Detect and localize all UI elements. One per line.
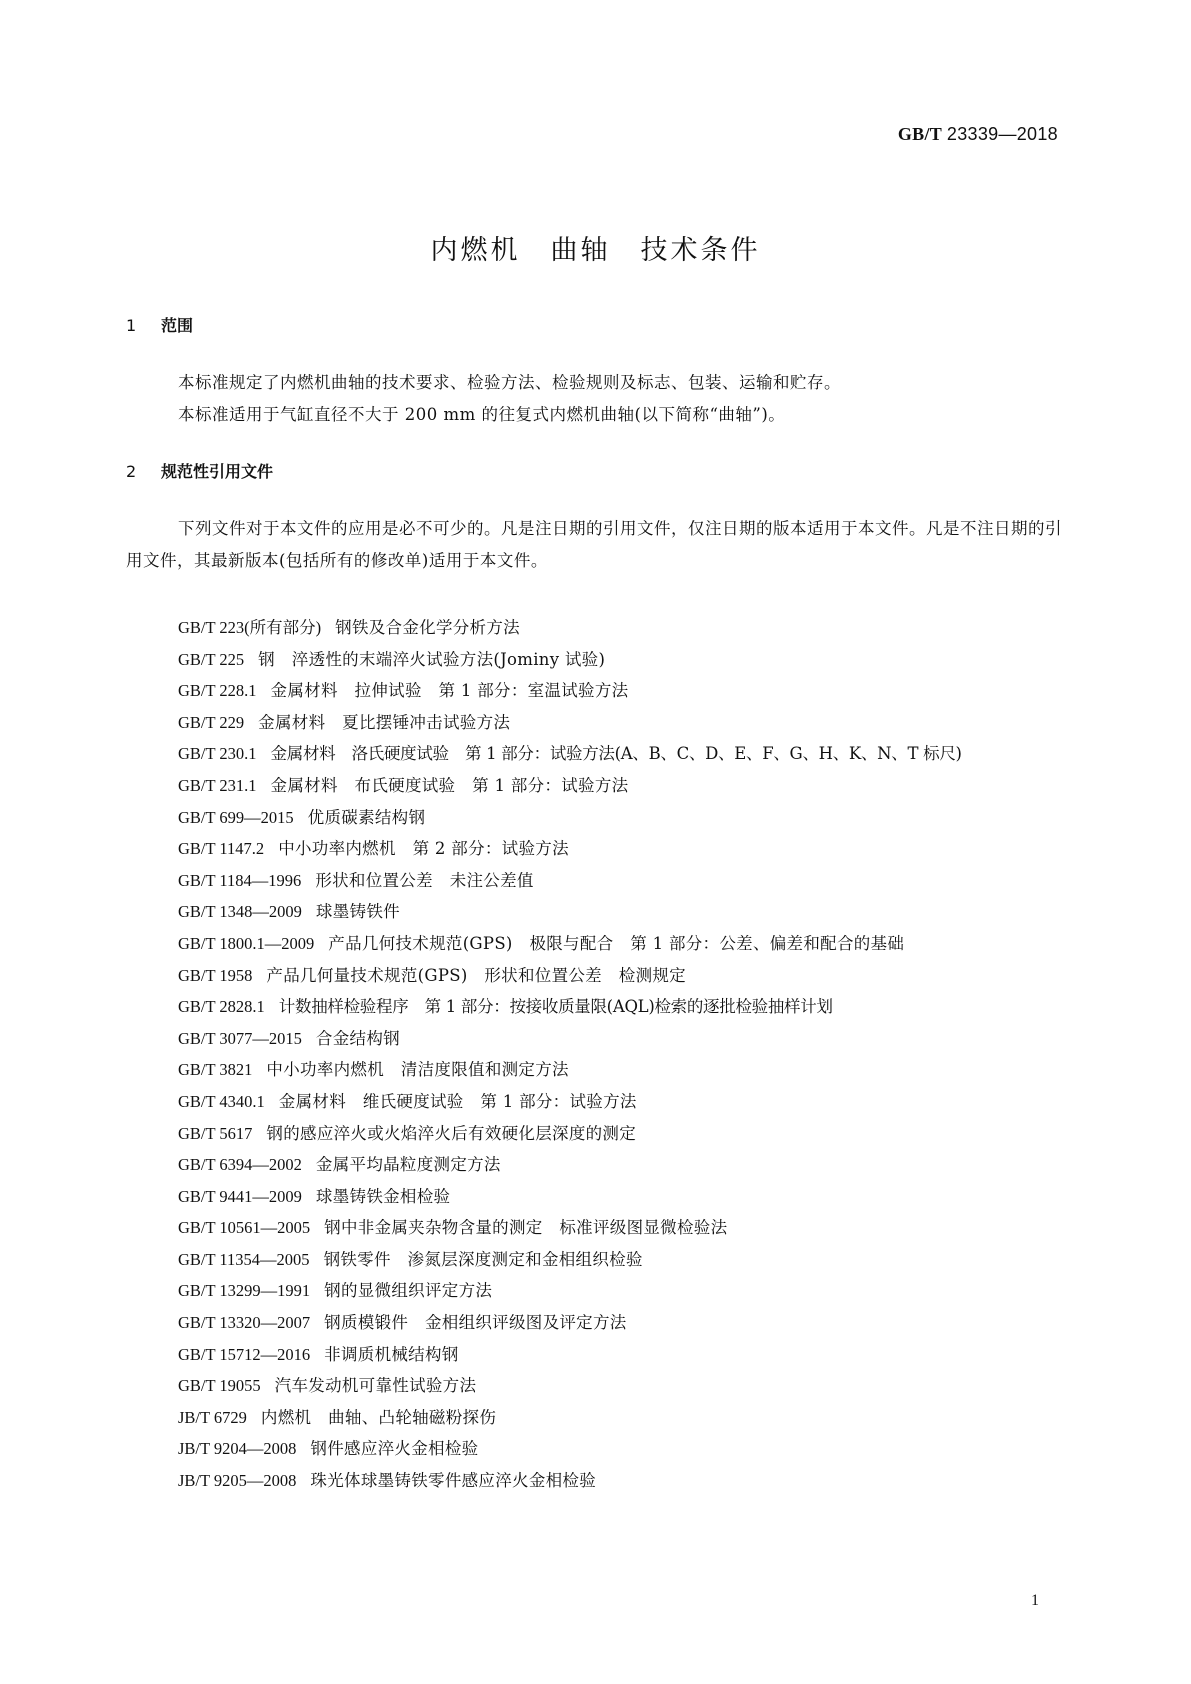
reference-item [126,1433,1064,1465]
document-title [0,228,1191,267]
reference-code: GB/T 3821 [178,1060,253,1080]
reference-item [126,1212,1064,1244]
reference-title: 钢件感应淬火金相检验 [310,1439,479,1459]
reference-item [126,802,1064,834]
reference-title: 金属材料 拉伸试验 第 1 部分：室温试验方法 [270,681,629,701]
reference-item [126,707,1064,739]
reference-code: GB/T 11354—2005 [178,1249,310,1269]
reference-title: 钢质模锻件 金相组织评级图及评定方法 [324,1313,627,1333]
reference-title: 合金结构钢 [315,1028,400,1048]
reference-title: 非调质机械结构钢 [324,1344,459,1364]
reference-code: GB/T 13320—2007 [178,1313,311,1333]
reference-code: GB/T 5617 [178,1123,253,1143]
reference-item [126,1275,1064,1307]
section-number: 1 [126,316,137,335]
reference-item [126,1023,1064,1055]
section-heading-normative-references [126,459,273,482]
reference-title: 产品几何量技术规范(GPS) 形状和位置公差 检测规定 [266,965,686,985]
title-part-3: 技术条件 [640,235,761,266]
reference-item [126,1244,1064,1276]
reference-title: 汽车发动机可靠性试验方法 [274,1376,477,1396]
title-part-1: 内燃机 [430,235,521,266]
title-part-2: 曲轴 [550,235,611,266]
reference-title: 优质碳素结构钢 [307,807,426,827]
reference-item [126,1181,1064,1213]
reference-title: 产品几何技术规范(GPS) 极限与配合 第 1 部分：公差、偏差和配合的基础 [328,933,905,953]
reference-code: GB/T 229 [178,712,245,732]
reference-item [126,675,1064,707]
section-1-body [126,367,1064,430]
paragraph: 本标准规定了内燃机曲轴的技术要求、检验方法、检验规则及标志、包装、运输和贮存。 [178,373,841,392]
reference-code: GB/T 4340.1 [178,1091,265,1111]
reference-item [126,1370,1064,1402]
reference-item [126,612,1064,644]
section-title: 范围 [161,316,194,335]
reference-item [126,1118,1064,1150]
reference-code: JB/T 9204—2008 [178,1439,297,1459]
reference-item [126,1086,1064,1118]
reference-item [126,1402,1064,1434]
reference-code: GB/T 3077—2015 [178,1028,302,1048]
reference-code: GB/T 13299—1991 [178,1281,311,1301]
reference-code: GB/T 1958 [178,965,253,985]
reference-item [126,770,1064,802]
reference-title: 金属材料 夏比摆锤冲击试验方法 [258,712,511,732]
reference-code: GB/T 1184—1996 [178,870,302,890]
reference-item [126,865,1064,897]
reference-title: 金属材料 洛氏硬度试验 第 1 部分：试验方法(A、B、C、D、E、F、G、H、K、N、T 标尺) [270,744,962,764]
reference-title: 金属平均晶粒度测定方法 [315,1155,501,1175]
section-2-intro [126,513,1064,576]
reference-title: 钢铁零件 渗氮层深度测定和金相组织检验 [323,1249,643,1269]
reference-item [126,1339,1064,1371]
standard-number: 23339—2018 [946,124,1058,144]
reference-list [126,612,1064,1497]
section-title: 规范性引用文件 [161,462,274,481]
reference-title: 内燃机 曲轴、凸轮轴磁粉探伤 [260,1407,497,1427]
paragraph: 本标准适用于气缸直径不大于 200 mm 的往复式内燃机曲轴(以下简称“曲轴”)。 [178,404,786,424]
section-heading-scope [126,313,193,336]
reference-item [126,928,1064,960]
reference-code: JB/T 6729 [178,1407,247,1427]
reference-title: 金属材料 维氏硬度试验 第 1 部分：试验方法 [278,1091,637,1111]
reference-item [126,644,1064,676]
reference-code: GB/T 223(所有部分) [178,618,322,637]
reference-title: 珠光体球墨铸铁零件感应淬火金相检验 [310,1471,597,1491]
reference-item [126,1307,1064,1339]
reference-code: GB/T 15712—2016 [178,1344,311,1364]
reference-title: 钢的显微组织评定方法 [324,1281,493,1301]
reference-title: 钢铁及合金化学分析方法 [335,618,520,637]
reference-code: GB/T 1348—2009 [178,902,302,922]
reference-item [126,1465,1064,1497]
paragraph: 下列文件对于本文件的应用是必不可少的。凡是注日期的引用文件，仅注日期的版本适用于本文件。凡是不注日期的引用文件，其最新版本(包括所有的修改单)适用于本文件。 [126,519,1062,570]
reference-title: 中小功率内燃机 清洁度限值和测定方法 [266,1060,569,1080]
reference-code: GB/T 231.1 [178,775,257,795]
reference-title: 球墨铸铁件 [315,902,400,922]
reference-title: 中小功率内燃机 第 2 部分：试验方法 [278,839,569,859]
reference-code: GB/T 19055 [178,1376,261,1396]
reference-code: GB/T 6394—2002 [178,1155,302,1175]
reference-title: 金属材料 布氏硬度试验 第 1 部分：试验方法 [270,775,629,795]
standard-code [898,124,1058,145]
reference-item [126,1149,1064,1181]
reference-item [126,833,1064,865]
reference-code: JB/T 9205—2008 [178,1471,297,1491]
section-number: 2 [126,462,137,481]
reference-code: GB/T 225 [178,649,245,669]
page-number: 1 [1031,1592,1039,1609]
reference-code: GB/T 228.1 [178,681,257,701]
reference-item [126,991,1064,1023]
reference-title: 形状和位置公差 未注公差值 [315,870,534,890]
reference-item [126,1054,1064,1086]
reference-code: GB/T 9441—2009 [178,1186,302,1206]
reference-title: 钢的感应淬火或火焰淬火后有效硬化层深度的测定 [266,1123,637,1143]
reference-code: GB/T 230.1 [178,744,257,764]
reference-title: 球墨铸铁金相检验 [315,1186,451,1206]
reference-title: 计数抽样检验程序 第 1 部分：按接收质量限(AQL)检索的逐批检验抽样计划 [278,997,833,1017]
reference-title: 钢中非金属夹杂物含量的测定 标准评级图显微检验法 [324,1218,728,1238]
reference-item [126,960,1064,992]
reference-code: GB/T 2828.1 [178,997,265,1017]
standard-prefix: GB/T [897,124,943,144]
reference-code: GB/T 1147.2 [178,839,265,859]
reference-code: GB/T 699—2015 [178,807,294,827]
reference-code: GB/T 1800.1—2009 [178,933,315,953]
reference-item [126,738,1064,770]
reference-item [126,896,1064,928]
reference-title: 钢 淬透性的末端淬火试验方法(Jominy 试验) [258,649,606,669]
reference-code: GB/T 10561—2005 [178,1218,311,1238]
